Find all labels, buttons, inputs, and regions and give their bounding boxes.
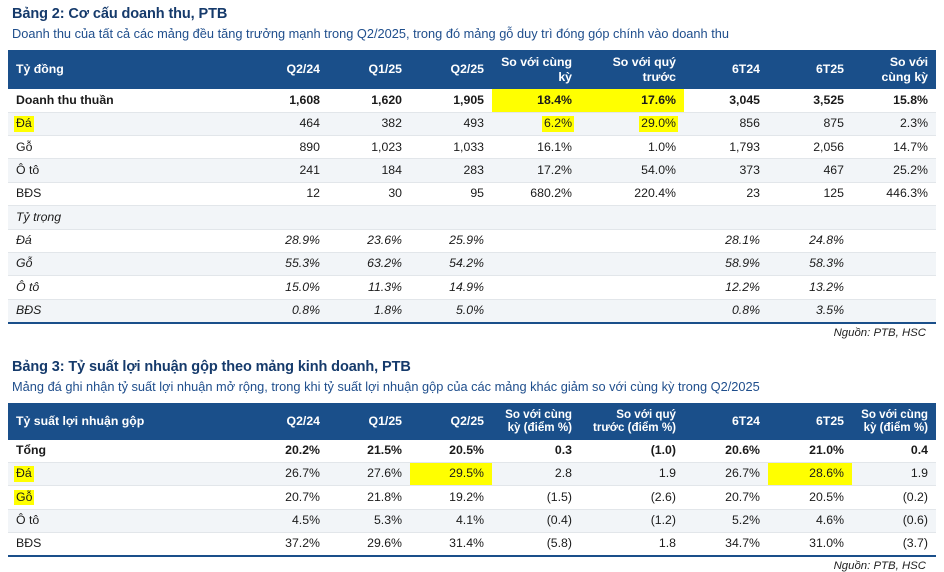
table-row — [8, 112, 936, 135]
row-label: Tổng — [8, 440, 244, 463]
table2-col-6: 6T24 — [684, 50, 768, 90]
table2-col-1: Q2/24 — [244, 50, 328, 90]
cell: 20.6% — [684, 440, 768, 463]
row-label: Đá — [8, 229, 244, 252]
table3-col-8: So với cùng kỳ (điểm %) — [852, 403, 936, 440]
cell: 0.4 — [852, 440, 936, 463]
cell: 856 — [684, 112, 768, 135]
cell — [492, 299, 580, 323]
table-row — [8, 252, 936, 275]
cell: 3,045 — [684, 89, 768, 112]
cell: 95 — [410, 182, 492, 205]
table3-title: Bảng 3: Tỷ suất lợi nhuận gộp theo mảng kinh doanh, PTB — [12, 358, 411, 375]
table3-col-1: Q2/24 — [244, 403, 328, 440]
table-row — [8, 229, 936, 252]
cell: 17.2% — [492, 159, 580, 182]
cell: 58.9% — [684, 252, 768, 275]
row-label: BĐS — [8, 299, 244, 323]
table3-col-7: 6T25 — [768, 403, 852, 440]
table3-col-6: 6T24 — [684, 403, 768, 440]
cell: 15.0% — [244, 276, 328, 299]
table-row — [8, 182, 936, 205]
cell — [328, 206, 410, 229]
table2-col-7: 6T25 — [768, 50, 852, 90]
table3 — [8, 403, 936, 557]
cell: (0.6) — [852, 509, 936, 532]
cell: 18.4% — [492, 89, 580, 112]
cell — [244, 206, 328, 229]
cell: 21.8% — [328, 486, 410, 509]
cell: (3.7) — [852, 532, 936, 556]
row-label: BĐS — [8, 182, 244, 205]
row-label: Gỗ — [8, 252, 244, 275]
cell: 1.8% — [328, 299, 410, 323]
cell: 446.3% — [852, 182, 936, 205]
cell: 1,033 — [410, 136, 492, 159]
section-spacer — [0, 339, 944, 353]
table-row — [8, 486, 936, 509]
cell: 17.6% — [580, 89, 684, 112]
cell: 1,905 — [410, 89, 492, 112]
cell: 54.0% — [580, 159, 684, 182]
cell: 23.6% — [328, 229, 410, 252]
table2-col-0: Tỷ đồng — [8, 50, 244, 90]
cell: 0.8% — [244, 299, 328, 323]
cell — [410, 206, 492, 229]
cell: 58.3% — [768, 252, 852, 275]
cell: 29.0% — [580, 112, 684, 135]
cell: 241 — [244, 159, 328, 182]
cell: 21.0% — [768, 440, 852, 463]
cell: 220.4% — [580, 182, 684, 205]
cell: 21.5% — [328, 440, 410, 463]
table3-col-0: Tỷ suất lợi nhuận gộp — [8, 403, 244, 440]
cell: 54.2% — [410, 252, 492, 275]
cell — [492, 206, 580, 229]
cell: 19.2% — [410, 486, 492, 509]
table2-source: Nguồn: PTB, HSC — [833, 326, 926, 339]
cell: (1.5) — [492, 486, 580, 509]
table2-col-8: So với cùng kỳ — [852, 50, 936, 90]
cell: 1,793 — [684, 136, 768, 159]
row-label: Gỗ — [8, 486, 244, 509]
cell: 5.3% — [328, 509, 410, 532]
cell: 31.0% — [768, 532, 852, 556]
cell: 2,056 — [768, 136, 852, 159]
table2-body — [8, 89, 936, 323]
cell: 1.9 — [852, 462, 936, 485]
cell: (0.4) — [492, 509, 580, 532]
cell: 16.1% — [492, 136, 580, 159]
cell — [852, 299, 936, 323]
cell: 2.3% — [852, 112, 936, 135]
cell: 382 — [328, 112, 410, 135]
table-row — [8, 136, 936, 159]
table2-col-2: Q1/25 — [328, 50, 410, 90]
cell: 3,525 — [768, 89, 852, 112]
table2-col-5: So với quý trước — [580, 50, 684, 90]
cell — [492, 252, 580, 275]
table3-header-row — [8, 403, 936, 440]
cell: (5.8) — [492, 532, 580, 556]
cell — [580, 252, 684, 275]
cell: 1,023 — [328, 136, 410, 159]
cell: 20.5% — [410, 440, 492, 463]
table2-header-row — [8, 50, 936, 90]
table3-header — [8, 403, 936, 440]
cell: (0.2) — [852, 486, 936, 509]
cell: 184 — [328, 159, 410, 182]
cell: 2.8 — [492, 462, 580, 485]
table3-source: Nguồn: PTB, HSC — [833, 560, 926, 572]
cell: 1.0% — [580, 136, 684, 159]
cell: 12.2% — [684, 276, 768, 299]
table2 — [8, 50, 936, 324]
cell: 1,620 — [328, 89, 410, 112]
cell — [492, 276, 580, 299]
cell: 3.5% — [768, 299, 852, 323]
cell: (1.0) — [580, 440, 684, 463]
cell: 24.8% — [768, 229, 852, 252]
cell: 6.2% — [492, 112, 580, 135]
cell: 28.9% — [244, 229, 328, 252]
table-row — [8, 532, 936, 556]
cell — [580, 299, 684, 323]
cell: 34.7% — [684, 532, 768, 556]
cell: 13.2% — [768, 276, 852, 299]
row-label: Ô tô — [8, 509, 244, 532]
table2-title: Bảng 2: Cơ cấu doanh thu, PTB — [12, 6, 228, 22]
cell: 1.9 — [580, 462, 684, 485]
table3-body — [8, 440, 936, 557]
cell: 4.6% — [768, 509, 852, 532]
cell — [852, 229, 936, 252]
cell: 680.2% — [492, 182, 580, 205]
table3-col-4: So với cùng kỳ (điểm %) — [492, 403, 580, 440]
cell: 26.7% — [684, 462, 768, 485]
table3-col-2: Q1/25 — [328, 403, 410, 440]
cell — [580, 276, 684, 299]
cell: 29.5% — [410, 462, 492, 485]
cell: 20.2% — [244, 440, 328, 463]
cell: 283 — [410, 159, 492, 182]
cell: 0.8% — [684, 299, 768, 323]
cell: 28.1% — [684, 229, 768, 252]
table-row — [8, 440, 936, 463]
cell: 5.0% — [410, 299, 492, 323]
table2-col-3: Q2/25 — [410, 50, 492, 90]
row-label: Đá — [8, 112, 244, 135]
cell: 464 — [244, 112, 328, 135]
cell: 875 — [768, 112, 852, 135]
table2-header — [8, 50, 936, 90]
row-label: Tỷ trọng — [8, 206, 244, 229]
cell: 27.6% — [328, 462, 410, 485]
cell — [580, 206, 684, 229]
cell: 1,608 — [244, 89, 328, 112]
cell — [768, 206, 852, 229]
table3-col-3: Q2/25 — [410, 403, 492, 440]
cell — [684, 206, 768, 229]
table2-subtitle: Doanh thu của tất cả các mảng đều tăng trưởng mạnh trong Q2/2025, trong đó mảng gỗ duy trì đóng góp chính vào doanh thu — [12, 26, 730, 41]
cell: 1.8 — [580, 532, 684, 556]
row-label: Gỗ — [8, 136, 244, 159]
cell: 25.9% — [410, 229, 492, 252]
cell — [852, 276, 936, 299]
row-label: Đá — [8, 462, 244, 485]
cell: 373 — [684, 159, 768, 182]
cell: 29.6% — [328, 532, 410, 556]
cell: 15.8% — [852, 89, 936, 112]
table2-col-4: So với cùng kỳ — [492, 50, 580, 90]
table-row — [8, 89, 936, 112]
cell: 14.9% — [410, 276, 492, 299]
table-row — [8, 276, 936, 299]
cell: 20.7% — [684, 486, 768, 509]
table3-subtitle: Mảng đá ghi nhận tỷ suất lợi nhuận mở rộng, trong khi tỷ suất lợi nhuận gộp của các mảng khác giảm so với cùng kỳ trong Q2/2025 — [12, 378, 760, 394]
cell: 23 — [684, 182, 768, 205]
row-label: Ô tô — [8, 276, 244, 299]
cell: 20.7% — [244, 486, 328, 509]
cell — [580, 229, 684, 252]
cell: 20.5% — [768, 486, 852, 509]
cell: 0.3 — [492, 440, 580, 463]
table-row — [8, 509, 936, 532]
cell: 14.7% — [852, 136, 936, 159]
cell — [492, 229, 580, 252]
row-label: Doanh thu thuần — [8, 89, 244, 112]
cell: 4.1% — [410, 509, 492, 532]
cell: (2.6) — [580, 486, 684, 509]
cell: 37.2% — [244, 532, 328, 556]
cell: 11.3% — [328, 276, 410, 299]
cell: 26.7% — [244, 462, 328, 485]
table3-col-5: So với quý trước (điểm %) — [580, 403, 684, 440]
table-row — [8, 206, 936, 229]
cell: 55.3% — [244, 252, 328, 275]
cell: 125 — [768, 182, 852, 205]
cell: 31.4% — [410, 532, 492, 556]
row-label: BĐS — [8, 532, 244, 556]
cell: 467 — [768, 159, 852, 182]
cell: 12 — [244, 182, 328, 205]
table-row — [8, 462, 936, 485]
cell: 890 — [244, 136, 328, 159]
cell: 25.2% — [852, 159, 936, 182]
row-label: Ô tô — [8, 159, 244, 182]
table-row — [8, 299, 936, 323]
cell: 28.6% — [768, 462, 852, 485]
cell — [852, 252, 936, 275]
cell: 30 — [328, 182, 410, 205]
cell: 5.2% — [684, 509, 768, 532]
table-row — [8, 159, 936, 182]
table3-block — [0, 353, 944, 572]
cell: 493 — [410, 112, 492, 135]
cell — [852, 206, 936, 229]
cell: 63.2% — [328, 252, 410, 275]
cell: (1.2) — [580, 509, 684, 532]
cell: 4.5% — [244, 509, 328, 532]
